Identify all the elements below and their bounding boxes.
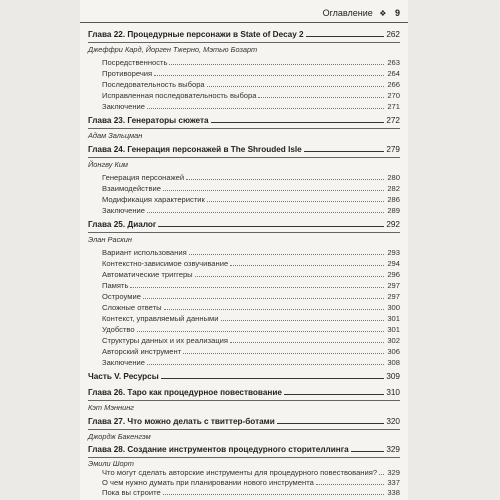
toc-chapter-22: Глава 22. Процедурные персонажи в State of Decay 2 262 [88,30,400,39]
toc-section: Противоречия 264 [102,69,400,78]
toc-chapter-23: Глава 23. Генераторы сюжета 272 [88,116,400,125]
chapter-separator [88,232,400,233]
toc-section: Контекст, управляемый данными 301 [102,314,400,323]
toc-section: Автоматические триггеры 296 [102,270,400,279]
chapter-separator [88,429,400,430]
header-title: Оглавление [322,8,373,18]
toc-section: Заключение 289 [102,206,400,215]
toc-section: Посредственность 263 [102,58,400,67]
chapter-separator [88,457,400,458]
toc-section: Заключение 308 [102,358,400,367]
chapter-authors: Элан Раскин [88,235,132,244]
running-header [323,8,400,18]
toc-chapter-24: Глава 24. Генерация персонажей в The Shrouded Isle 279 [88,145,400,154]
toc-section: Остроумие 297 [102,292,400,301]
toc-section: Авторский инструмент 306 [102,347,400,356]
toc-chapter-27: Глава 27. Что можно делать с твиттер-ботами 320 [88,417,400,426]
toc-part-5: Часть V. Ресурсы 309 [88,372,400,381]
chapter-authors: Адам Зальцман [88,131,143,140]
toc-section: Вариант использования 293 [102,248,400,257]
toc-chapter-25: Глава 25. Диалог 292 [88,220,400,229]
toc-section: О чем нужно думать при планировании нового инструмента 337 [102,478,400,487]
toc-section: Пока вы строите 338 [102,488,400,497]
toc-section: Удобство 301 [102,325,400,334]
toc-chapter-26: Глава 26. Таро как процедурное повествование 310 [88,388,400,397]
diamond-icon: ❖ [379,9,387,18]
toc-section: Исправленная последовательность выбора 270 [102,91,400,100]
chapter-authors: Йонгву Ким [88,160,129,169]
toc-section: Структуры данных и их реализация 302 [102,336,400,345]
chapter-separator [88,400,400,401]
toc-section: Сложные ответы 300 [102,303,400,312]
toc-section: Последовательность выбора 266 [102,80,400,89]
toc-chapter-28: Глава 28. Создание инструментов процедурного сторителлинга 329 [88,445,400,454]
chapter-authors: Эмили Шорт [88,459,134,468]
page-number: 9 [394,8,400,18]
toc-section: Модификация характеристик 286 [102,195,400,204]
chapter-authors: Кэт Мэннинг [88,403,134,412]
chapter-authors: Джеффри Кард, Йорген Тжерно, Мэтью Бозарт [88,45,258,54]
book-page [80,0,408,500]
chapter-separator [88,128,400,129]
chapter-authors: Джордж Бакенгэм [88,432,151,441]
toc-section: Контекстно-зависимое озвучивание 294 [102,259,400,268]
header-rule [80,22,408,23]
toc-section: Что могут сделать авторские инструменты для процедурного повествования? 329 [102,468,400,477]
toc-section: Генерация персонажей 280 [102,173,400,182]
chapter-separator [88,42,400,43]
chapter-separator [88,157,400,158]
toc-section: Заключение 271 [102,102,400,111]
toc-section: Взаимодействие 282 [102,184,400,193]
toc-section: Память 297 [102,281,400,290]
